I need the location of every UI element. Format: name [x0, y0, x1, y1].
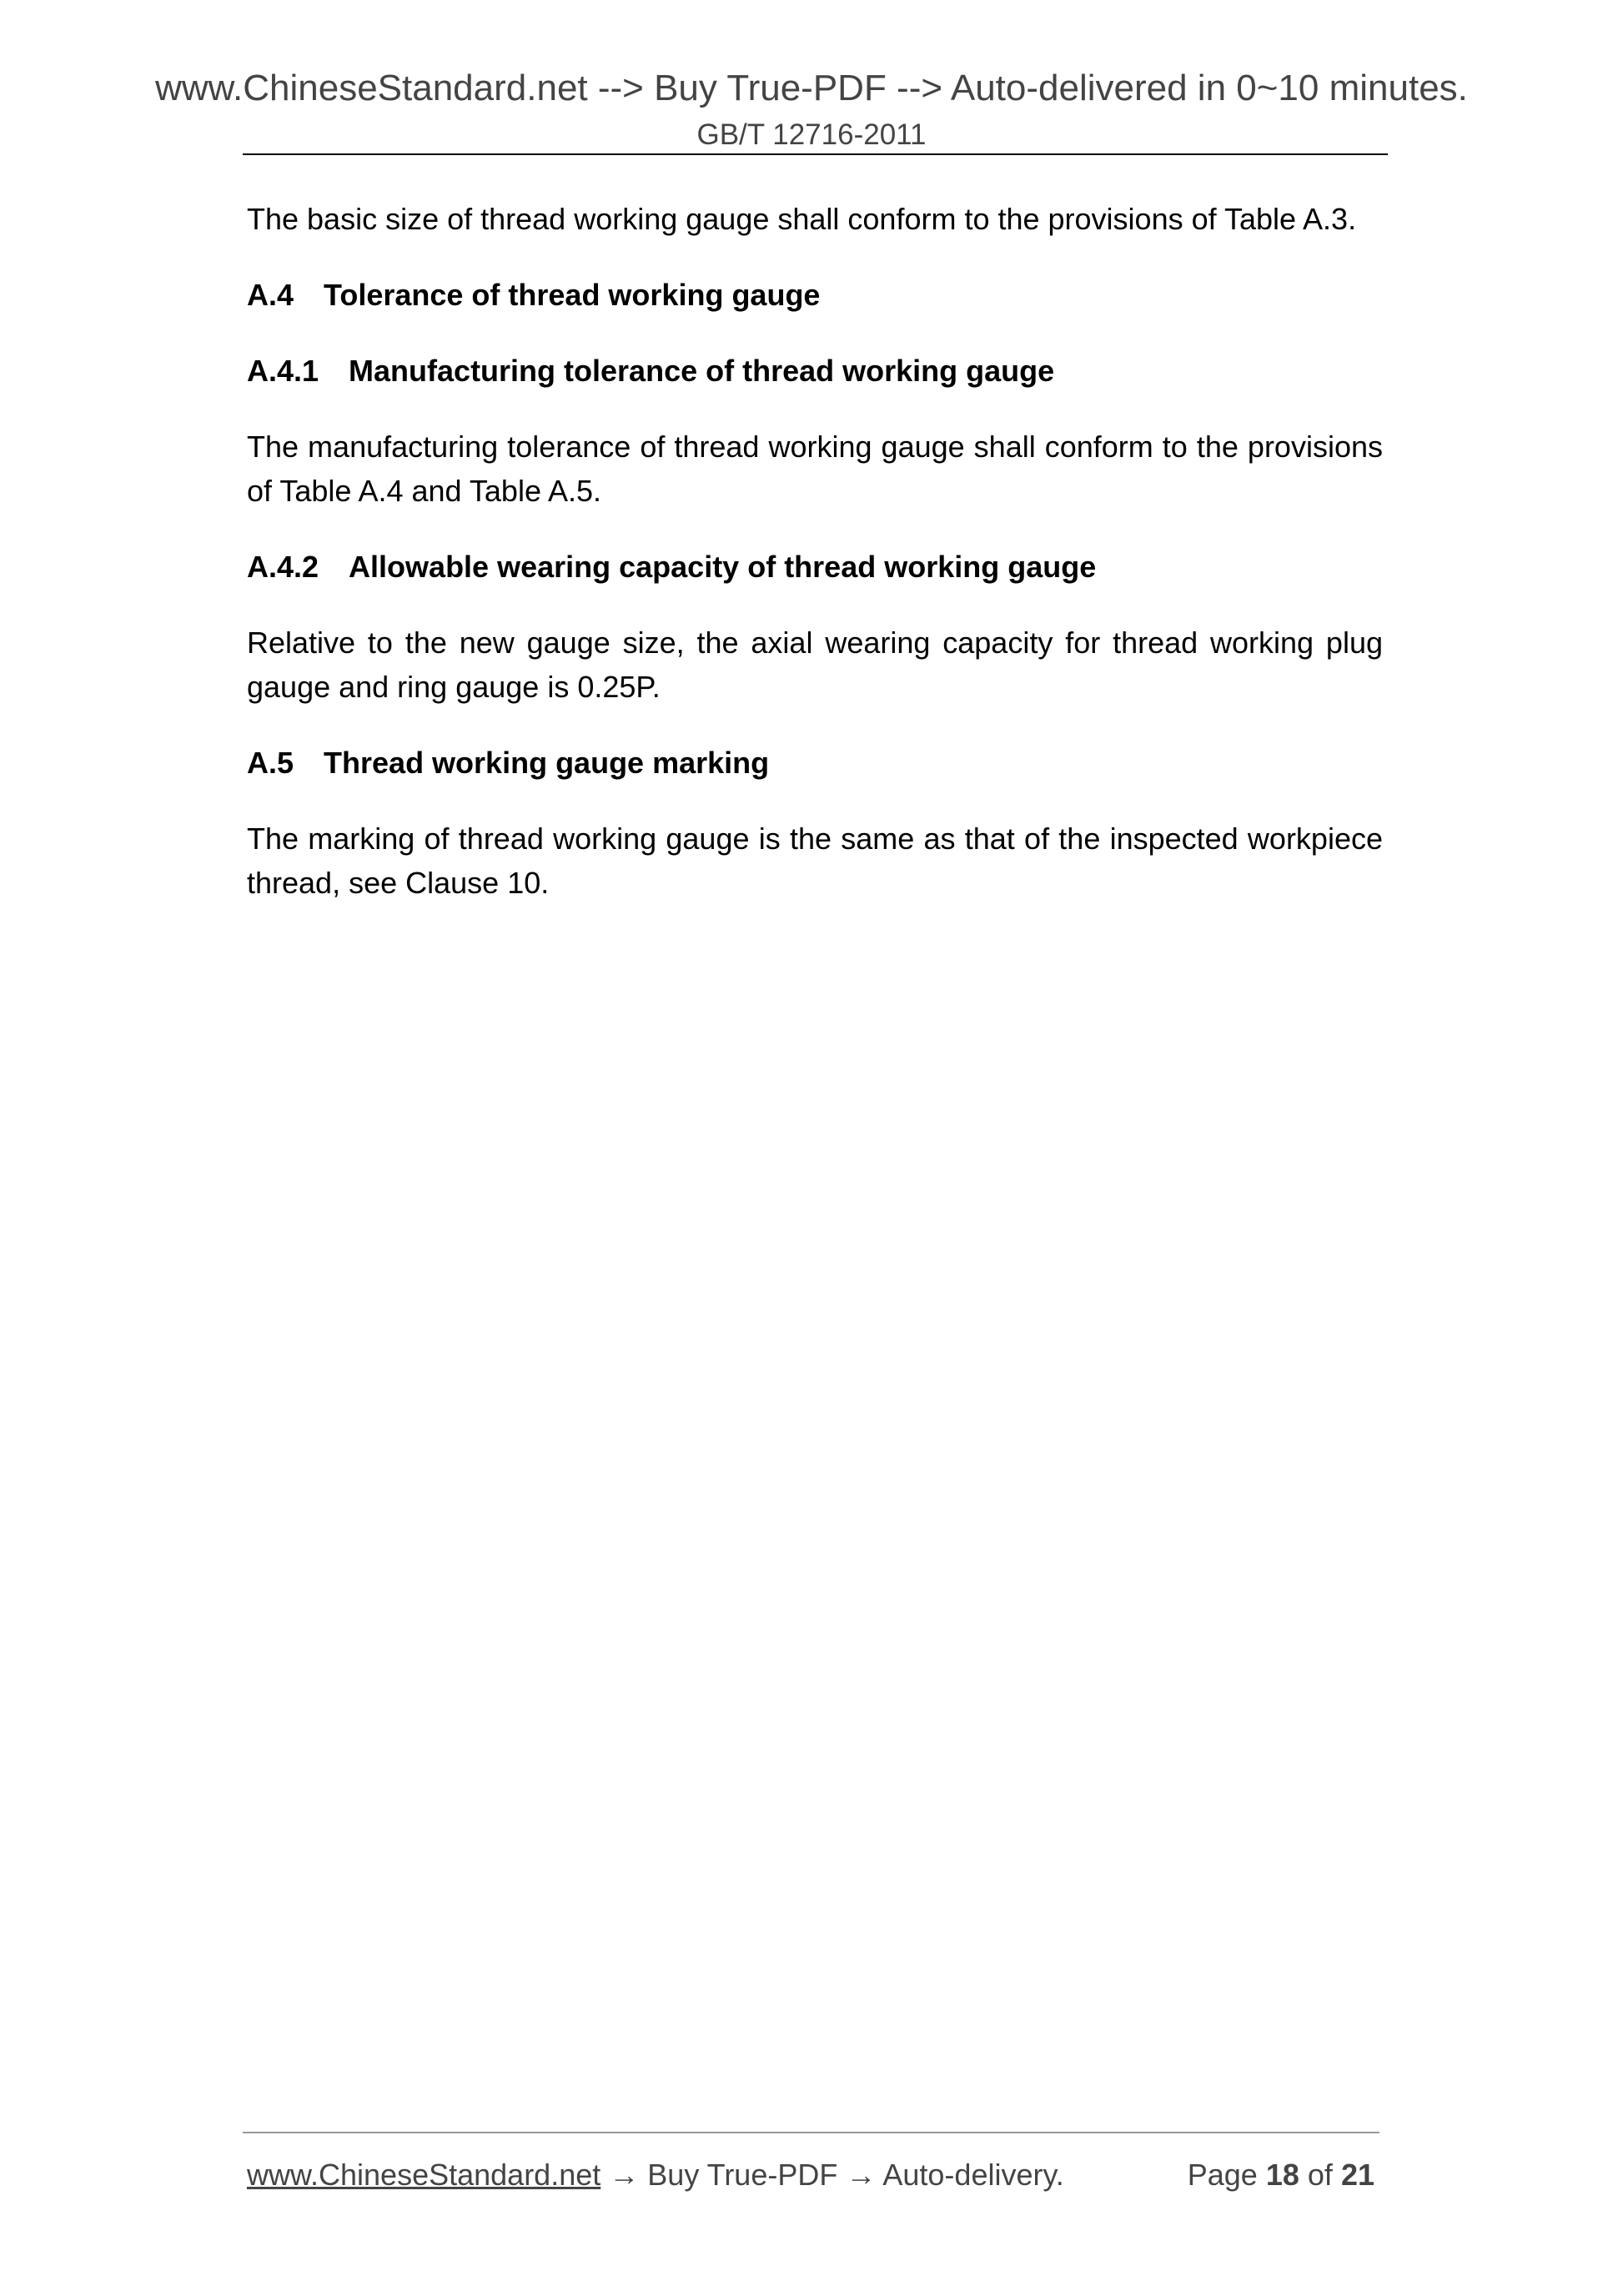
section-title: Manufacturing tolerance of thread working gauge: [349, 354, 1055, 388]
page-label: Page: [1187, 2158, 1258, 2192]
document-body: [247, 197, 1383, 937]
section-number: A.4.2: [247, 550, 319, 584]
page-current: 18: [1265, 2158, 1299, 2192]
section-heading-a5: [247, 741, 1383, 785]
section-number: A.5: [247, 746, 294, 780]
section-paragraph-a4-2: Relative to the new gauge size, the axial wearing capacity for thread working plug gauge and ring gauge is 0.25P.: [247, 625, 1383, 704]
section-number: A.4: [247, 278, 294, 312]
section-paragraph-a5: The marking of thread working gauge is the same as that of the inspected workpiece thread, see Clause 10.: [247, 821, 1383, 900]
section-heading-a4: [247, 273, 1383, 317]
section-title: Allowable wearing capacity of thread working gauge: [349, 550, 1097, 584]
section-number: A.4.1: [247, 354, 319, 388]
page-number: [1188, 2152, 1374, 2198]
footer-divider: [243, 2132, 1379, 2133]
header-divider: [243, 153, 1388, 155]
footer-site-link[interactable]: www.ChineseStandard.net: [247, 2158, 601, 2192]
page-total: 21: [1340, 2158, 1374, 2192]
section-paragraph-a4-1: The manufacturing tolerance of thread working gauge shall conform to the provisions of Table A.4 and Table A.5.: [247, 430, 1383, 508]
footer-links: [247, 2152, 1064, 2198]
footer-buy-text: Buy True-PDF: [647, 2158, 838, 2192]
footer-delivery-text: Auto-delivery.: [882, 2158, 1064, 2192]
arrow-icon: →: [609, 2158, 640, 2192]
section-heading-a4-1: [247, 349, 1383, 393]
standard-code: GB/T 12716-2011: [696, 118, 927, 151]
header-banner: www.ChineseStandard.net --> Buy True-PDF --> Auto-delivered in 0~10 minutes.: [155, 68, 1468, 108]
arrow-icon: →: [846, 2158, 877, 2192]
section-heading-a4-2: [247, 545, 1383, 589]
section-title: Thread working gauge marking: [324, 746, 770, 780]
page-footer: [247, 2152, 1374, 2198]
intro-paragraph: The basic size of thread working gauge shall conform to the provisions of Table A.3.: [247, 202, 1357, 236]
page-of: of: [1307, 2158, 1333, 2192]
section-title: Tolerance of thread working gauge: [324, 278, 821, 312]
